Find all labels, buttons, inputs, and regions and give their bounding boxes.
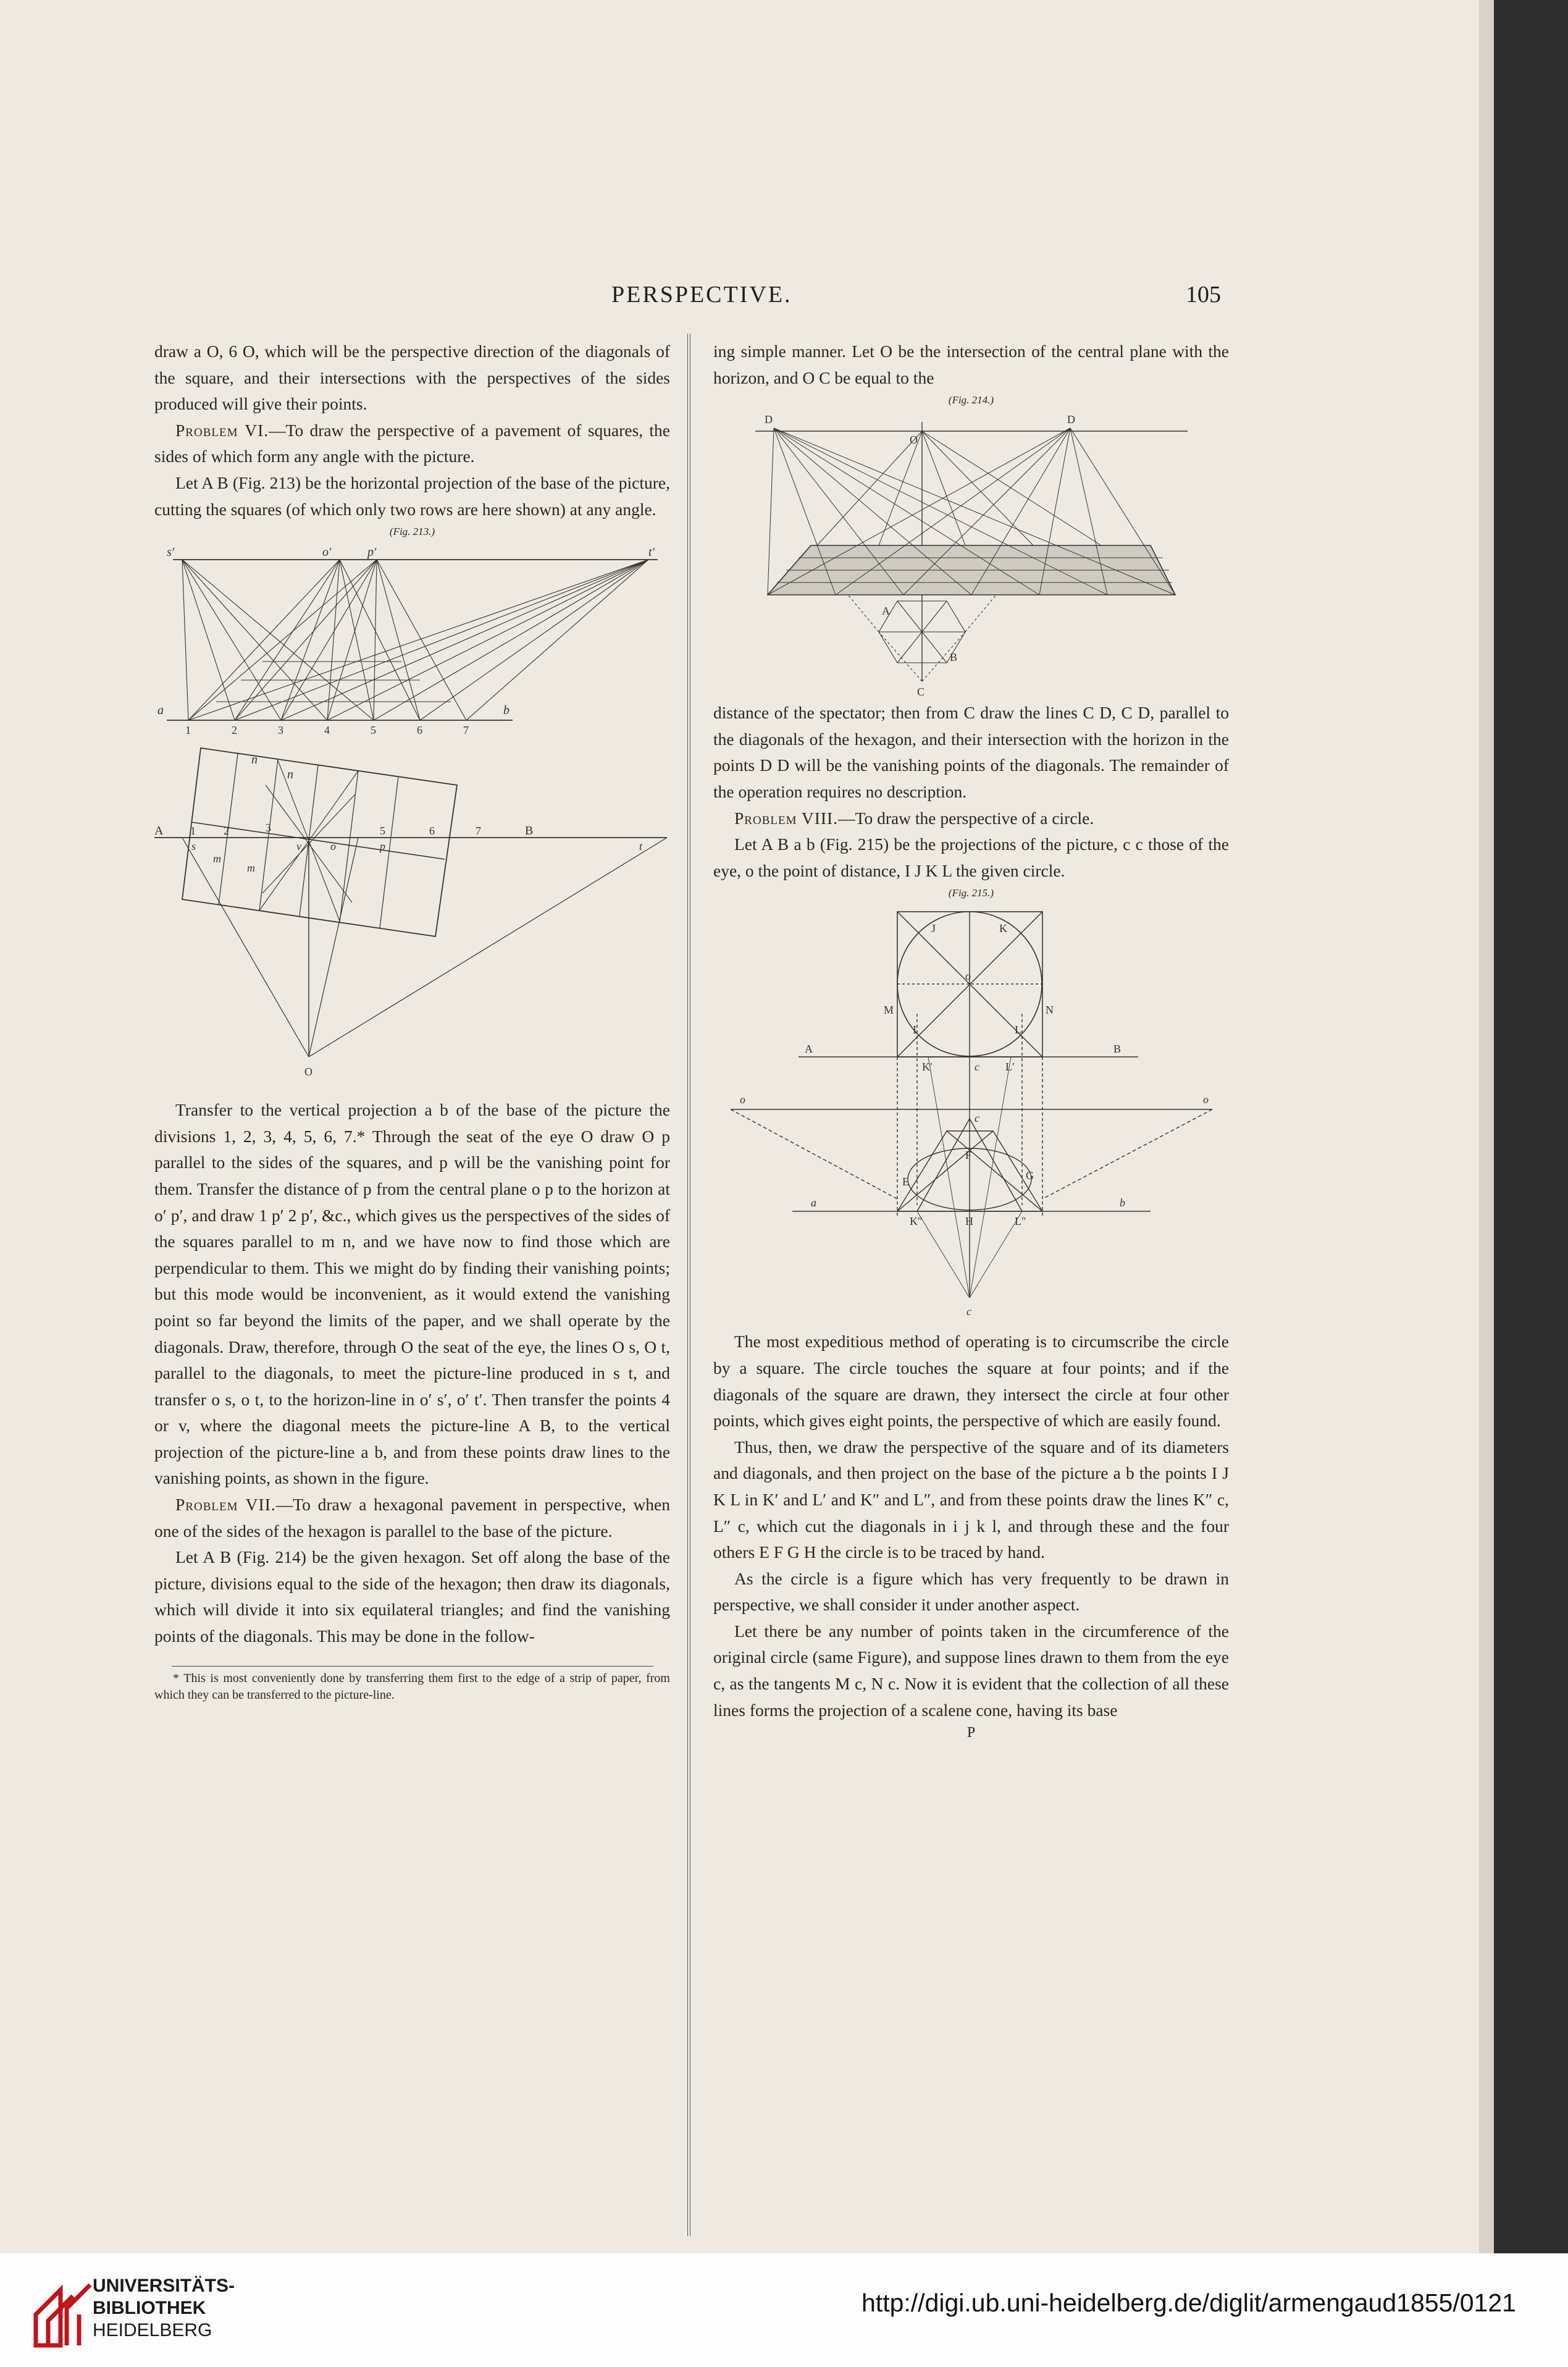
- problem-text: —To draw a hexagonal pavement in perspective, when one of the sides of the hexagon is parallel to the base of the picture.: [154, 1495, 670, 1541]
- fig213-label: m: [247, 862, 255, 875]
- fig213-label: 2: [232, 724, 237, 737]
- library-name[interactable]: [93, 2275, 235, 2342]
- paragraph: Let A B (Fig. 213) be the horizontal projection of the base of the picture, cutting the squares (of which only two rows are here shown) at any angle.: [154, 473, 670, 519]
- fig213-label: A: [154, 824, 164, 838]
- library-logo-icon[interactable]: [30, 2271, 96, 2352]
- figure-213: [154, 541, 670, 1097]
- fig213-label: p: [380, 840, 385, 853]
- paragraph: As the circle is a figure which has very frequently to be drawn in perspective, we shall consider it under another aspect.: [713, 1568, 1229, 1615]
- left-column: [154, 338, 670, 1704]
- fig213-label: 7: [476, 825, 481, 838]
- fig213-label: t′: [648, 545, 655, 560]
- running-head: PERSPECTIVE.: [611, 282, 792, 308]
- paragraph: draw a O, 6 O, which will be the perspective direction of the diagonals of the square, and their intersections with the perspectives of the sides produced will give their points.: [154, 342, 670, 414]
- fig215-label: B: [1113, 1043, 1121, 1056]
- fig213-label: s′: [167, 545, 175, 560]
- figure-caption: (Fig. 213.): [389, 526, 435, 538]
- fig215-label: b: [1119, 1196, 1125, 1209]
- fig213-label: 5: [380, 825, 385, 838]
- fig215-label: a: [810, 1196, 816, 1209]
- page-edge: [1479, 0, 1494, 2253]
- fig215-label: K: [999, 922, 1007, 935]
- library-name-line: HEIDELBERG: [93, 2320, 212, 2340]
- fig215-label: H: [965, 1215, 973, 1228]
- fig215-label: F: [965, 1149, 971, 1162]
- footnote: * This is most conveniently done by transferring them first to the edge of a strip of paper, from which they can be transferred to the picture-line.: [154, 1671, 670, 1702]
- fig213-label: v: [296, 840, 301, 853]
- problem-text: —To draw the perspective of a pavement of squares, the sides of which form any angle with the picture.: [154, 420, 670, 466]
- fig215-label: A: [804, 1043, 813, 1056]
- paragraph-problem-7: [154, 1492, 670, 1544]
- fig214-label: C: [916, 686, 924, 699]
- fig214-label: A: [881, 605, 890, 618]
- fig215-label: c: [974, 1112, 979, 1125]
- fig213-label: p′: [367, 545, 377, 560]
- paragraph: Thus, then, we draw the perspective of the square and of its diameters and diagonals, and then project on the base of the picture a b the points I J K L in K′ and L′ and K″ and L″, and from these points draw the lines K″ c, L″ c, which cut the diagonals in i j k l, and through these and the four others E F G H the circle is to be traced by hand.: [713, 1437, 1229, 1562]
- fig215-label: L′: [1005, 1061, 1015, 1074]
- paragraph: ing simple manner. Let O be the intersection of the central plane with the horizon, and O C be equal to the: [713, 342, 1229, 387]
- fig215-label: o: [1202, 1093, 1209, 1106]
- fig213-label: 3: [266, 822, 271, 835]
- paragraph: The most expeditious method of operating is to circumscribe the circle by a square. The circle touches the square at four points; and if the diagonals of the square are drawn, they intersect the circle at four other points, which gives eight points, the perspective of which are easily found.: [713, 1332, 1229, 1431]
- fig214-label: O: [909, 434, 918, 447]
- fig213-label: s: [191, 840, 196, 853]
- fig215-label: M: [883, 1004, 894, 1017]
- page-number: 105: [1186, 282, 1221, 308]
- column-divider: [687, 334, 690, 2236]
- fig215-label: o: [965, 970, 971, 983]
- fig213-label: 7: [463, 724, 469, 737]
- figure-215: [718, 902, 1225, 1329]
- fig213-label: 5: [371, 724, 376, 737]
- fig215-label: c: [974, 1061, 979, 1074]
- fig215-label: N: [1045, 1004, 1054, 1017]
- fig213-label: n: [251, 753, 258, 767]
- problem-label: Problem VII.: [175, 1495, 276, 1515]
- figure-214: [755, 410, 1188, 700]
- fig214-label: D: [1067, 413, 1075, 426]
- fig215-label: G: [1025, 1169, 1034, 1182]
- problem-label: Problem VI.: [175, 420, 269, 440]
- paragraph: Transfer to the vertical projection a b of the base of the picture the divisions 1, 2, 3, 4, 5, 6, 7.* Through the seat of the eye O draw O p parallel to the sides of the squares, and p will be the vanishing point for them. Transfer the distance of p from the central plane o p to the horizon at o′ p′, and draw 1 p′ 2 p′, &c., which gives us the perspectives of the sides of the squares parallel to m n, and we have now to find those which are perpendicular to them. This we might do by finding their vanishing points; but this mode would be inconvenient, as it would extend the vanishing point so far beyond the limits of the paper, and we shall operate by the diagonals. Draw, therefore, through O the seat of the eye, the lines O s, O t, parallel to the diagonals, to meet the picture-line produced in s t, and transfer o s, o t, to the horizon-line in o′ s′, o′ t′. Then transfer the points 4 or v, where the diagonal meets the picture-line A B, to the vertical projection of the picture-line a b, and from these points draw lines to the vanishing points, as shown in the figure.: [154, 1100, 670, 1488]
- fig215-label: K′: [921, 1061, 933, 1074]
- paragraph: Let A B a b (Fig. 215) be the projections of the picture, c c those of the eye, o the point of distance, I J K L the given circle.: [713, 835, 1229, 880]
- paragraph-problem-8: [713, 805, 1229, 832]
- page-header: [0, 281, 1479, 318]
- fig215-label: J: [931, 922, 936, 935]
- figure-caption: (Fig. 215.): [948, 887, 994, 899]
- fig213-label: 6: [417, 724, 422, 737]
- library-name-line: UNIVERSITÄTS-: [93, 2276, 235, 2296]
- footnote-rule: [172, 1666, 653, 1667]
- fig213-label: a: [157, 704, 164, 718]
- library-name-line: BIBLIOTHEK: [93, 2298, 206, 2318]
- fig213-label: m: [213, 852, 221, 865]
- signature-mark: P: [966, 1725, 976, 1741]
- fig213-label: o′: [322, 545, 332, 560]
- fig215-label: c: [966, 1305, 971, 1318]
- fig213-label: O: [304, 1066, 312, 1078]
- fig215-label: I: [912, 1024, 916, 1036]
- fig213-label: 4: [324, 724, 330, 737]
- fig213-label: n: [287, 768, 293, 782]
- figure-caption: (Fig. 214.): [948, 394, 994, 406]
- fig213-label: 6: [429, 825, 435, 838]
- fig213-label: b: [503, 704, 509, 718]
- fig213-label: o: [330, 840, 336, 853]
- paragraph: Let there be any number of points taken in the circumference of the original circle (same Figure), and suppose lines drawn to them from the eye c, as the tangents M c, N c. Now it is evident that the collection of all these lines forms the projection of a scalene cone, having its base: [713, 1621, 1229, 1720]
- fig215-label: K″: [909, 1215, 922, 1228]
- fig215-label: o: [739, 1093, 745, 1106]
- fig213-label: t: [639, 840, 643, 853]
- paragraph: distance of the spectator; then from C draw the lines C D, C D, parallel to the diagonals of the hexagon, and their intersection with the horizon in the points D D will be the vanishing points of the diagonals. The remainder of the operation requires no description.: [713, 703, 1229, 801]
- fig215-label: L″: [1014, 1215, 1026, 1228]
- problem-label: Problem VIII.: [734, 808, 839, 828]
- fig213-label: 2: [224, 825, 229, 838]
- fig213-label: 3: [278, 724, 283, 737]
- fig215-label: L: [1014, 1024, 1021, 1036]
- problem-text: —To draw the perspective of a circle.: [838, 808, 1094, 828]
- fig214-label: D: [764, 413, 773, 426]
- fig213-label: 1: [185, 724, 191, 737]
- fig215-label: E: [902, 1175, 909, 1188]
- fig213-label: 1: [190, 825, 196, 838]
- right-column: [713, 338, 1229, 1742]
- fig214-label: B: [949, 651, 957, 664]
- document-url[interactable]: http://digi.ub.uni-heidelberg.de/diglit/armengaud1855/0121: [862, 2289, 1516, 2317]
- paragraph: Let A B (Fig. 214) be the given hexagon. Set off along the base of the picture, divisions equal to the side of the hexagon; then draw its diagonals, which will divide it into six equilateral triangles; and find the vanishing points of the diagonals. This may be done in the follow-: [154, 1547, 670, 1646]
- paragraph-problem-6: [154, 418, 670, 470]
- fig213-label: B: [525, 824, 534, 838]
